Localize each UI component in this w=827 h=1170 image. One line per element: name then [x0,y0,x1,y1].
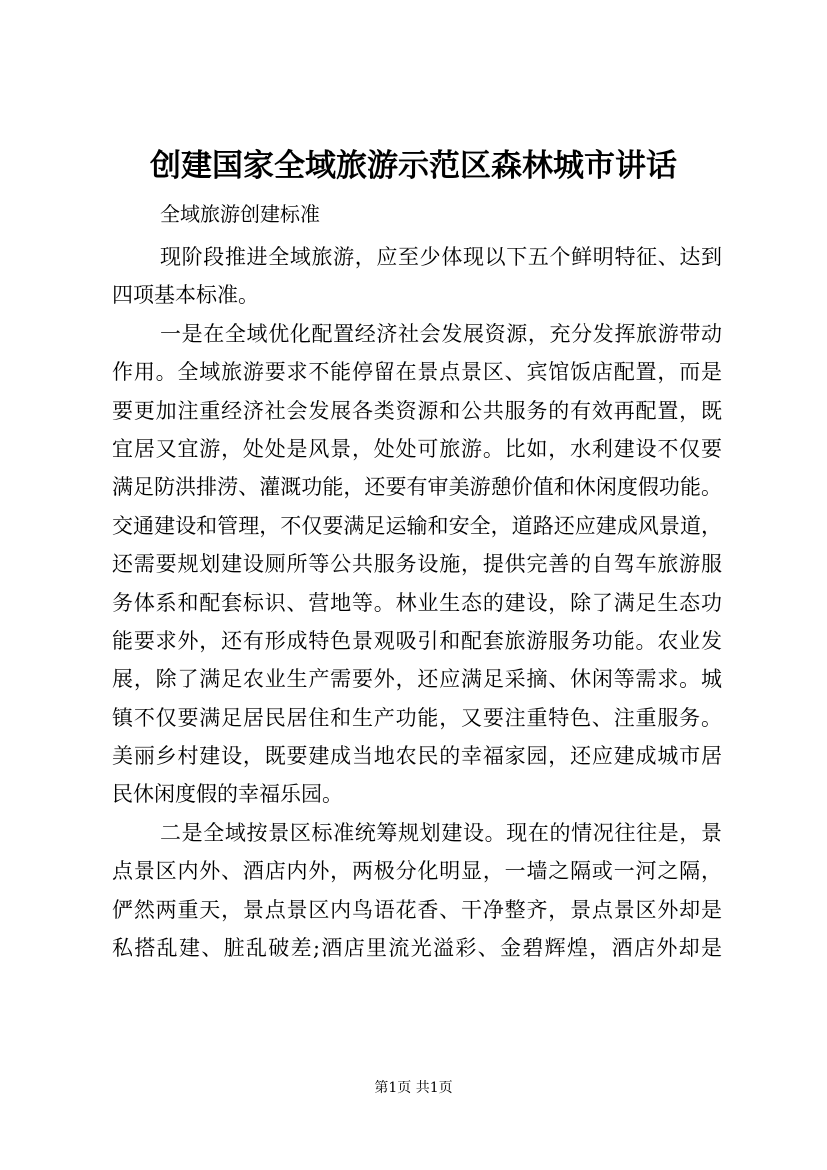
page-footer: 第1页 共1页 [374,1080,453,1096]
body-line: 一是在全域优化配置经济社会发展资源，充分发挥旅游带动 [160,321,722,346]
body-line: 二是全域按景区标准统筹规划建设。现在的情况往往是，景 [160,820,722,845]
body-line: 点景区内外、酒店内外，两极分化明显，一墙之隔或一河之隔， [112,859,722,884]
body-line: 要更加注重经济社会发展各类资源和公共服务的有效再配置，既 [112,398,722,423]
body-line: 能要求外，还有形成特色景观吸引和配套旅游服务功能。农业发 [112,628,722,653]
body-line: 满足防洪排涝、灌溉功能，还要有审美游憩价值和休闲度假功能。 [112,475,722,500]
body-line: 务体系和配套标识、营地等。林业生态的建设，除了满足生态功 [112,590,722,615]
document-subtitle: 全域旅游创建标准 [160,202,320,226]
body-line: 交通建设和管理，不仅要满足运输和安全，道路还应建成风景道， [112,513,722,538]
body-line: 四项基本标准。 [112,283,259,308]
body-line: 展，除了满足农业生产需要外，还应满足采摘、休闲等需求。城 [112,667,722,692]
body-line: 民休闲度假的幸福乐园。 [112,782,343,807]
body-line: 镇不仅要满足居民居住和生产功能，又要注重特色、注重服务。 [112,705,722,730]
body-line: 宜居又宜游，处处是风景，处处可旅游。比如，水利建设不仅要 [112,436,722,461]
body-line: 俨然两重天，景点景区内鸟语花香、干净整齐，景点景区外却是 [112,897,722,922]
document-title: 创建国家全域旅游示范区森林城市讲话 [150,148,677,184]
body-line: 作用。全域旅游要求不能停留在景点景区、宾馆饭店配置，而是 [112,360,722,385]
document-body [112,238,722,967]
body-line: 美丽乡村建设，既要建成当地农民的幸福家园，还应建成城市居 [112,744,722,769]
body-line: 还需要规划建设厕所等公共服务设施，提供完善的自驾车旅游服 [112,552,722,577]
body-line: 现阶段推进全域旅游，应至少体现以下五个鲜明特征、达到 [160,245,722,269]
body-line: 私搭乱建、脏乱破差;酒店里流光溢彩、金碧辉煌，酒店外却是 [112,936,722,961]
